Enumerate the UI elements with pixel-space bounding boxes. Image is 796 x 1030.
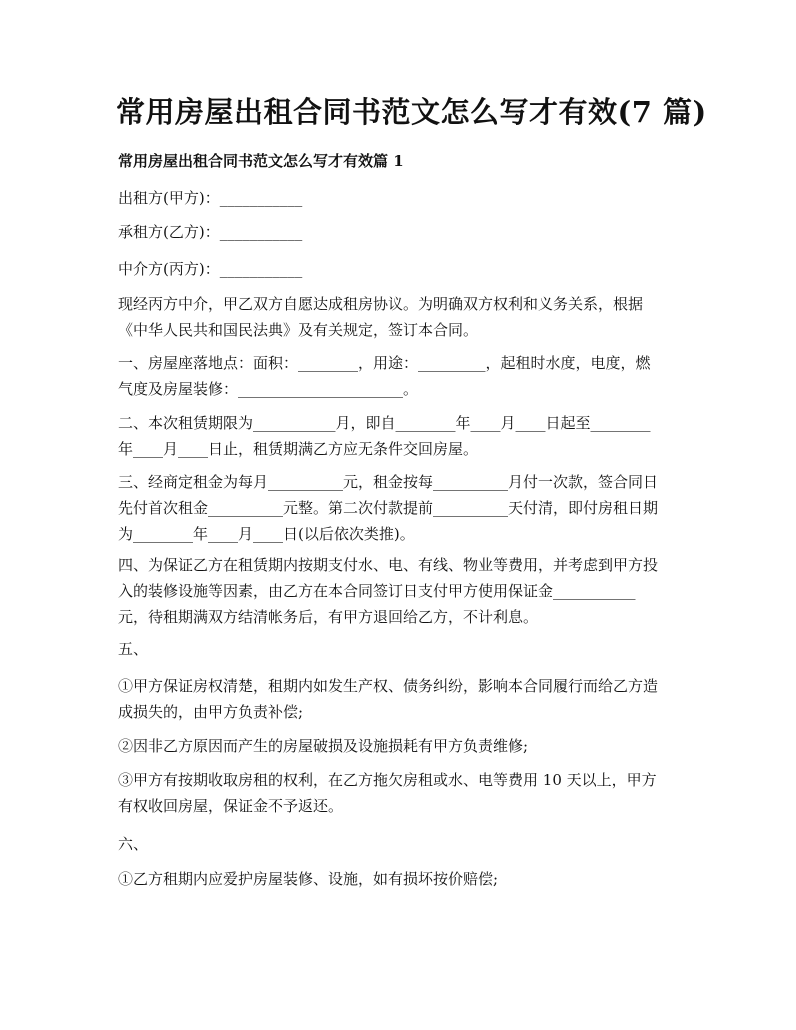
party-lessor-line: 出租方(甲方)：___________ [118, 189, 303, 207]
section-subtitle: 常用房屋出租合同书范文怎么写才有效篇 1 [118, 152, 404, 170]
intro-paragraph: 现经丙方中介，甲乙双方自愿达成租房协议。为明确双方权利和义务关系，根据 《中华人民共和国民法典》及有关规定，签订本合同。 [118, 295, 644, 339]
clause-5-item-3: ③甲方有按期收取房租的权利，在乙方拖欠房租或水、电等费用 10 天以上，甲方 有权收回房屋，保证金不予返还。 [118, 771, 657, 815]
clause-2-paragraph: 二、本次租赁期限为___________月，即自________年____月____日起至________ 年____月____日止，租赁期满乙方应无条件交回房屋。 [118, 414, 651, 458]
clause-5-item-1: ①甲方保证房权清楚，租期内如发生产权、债务纠纷，影响本合同履行而给乙方造 成损失的，由甲方负责补偿; [118, 677, 659, 721]
clause-5-heading: 五、 [118, 640, 149, 658]
party-lessee-line: 承租方(乙方)：___________ [118, 223, 303, 241]
clause-6-heading: 六、 [118, 835, 149, 853]
clause-6-item-1: ①乙方租期内应爱护房屋装修、设施，如有损坏按价赔偿; [118, 870, 499, 888]
clause-5-item-2: ②因非乙方原因而产生的房屋破损及设施损耗有甲方负责维修; [118, 737, 529, 755]
clause-1-paragraph: 一、房屋座落地点：面积：________，用途：_________，起租时水度，电度，燃 气度及房屋装修：______________________。 [118, 354, 651, 398]
clause-4-paragraph: 四、为保证乙方在租赁期内按期支付水、电、有线、物业等费用，并考虑到甲方投 入的装修设施等因素，由乙方在本合同签订日支付甲方使用保证金___________ 元，待租期满双方结清帐务后，有甲方退回给乙方，不计利息。 [118, 556, 659, 626]
document-title: 常用房屋出租合同书范文怎么写才有效(7 篇) [116, 95, 707, 129]
clause-3-paragraph: 三、经商定租金为每月__________元，租金按每__________月付一次款，签合同日 先付首次租金__________元整。第二次付款提前__________天付清，即付房租日期 为________年____月____日(以后依次类推)。 [118, 473, 659, 543]
party-agent-line: 中介方(丙方)：___________ [118, 260, 303, 278]
